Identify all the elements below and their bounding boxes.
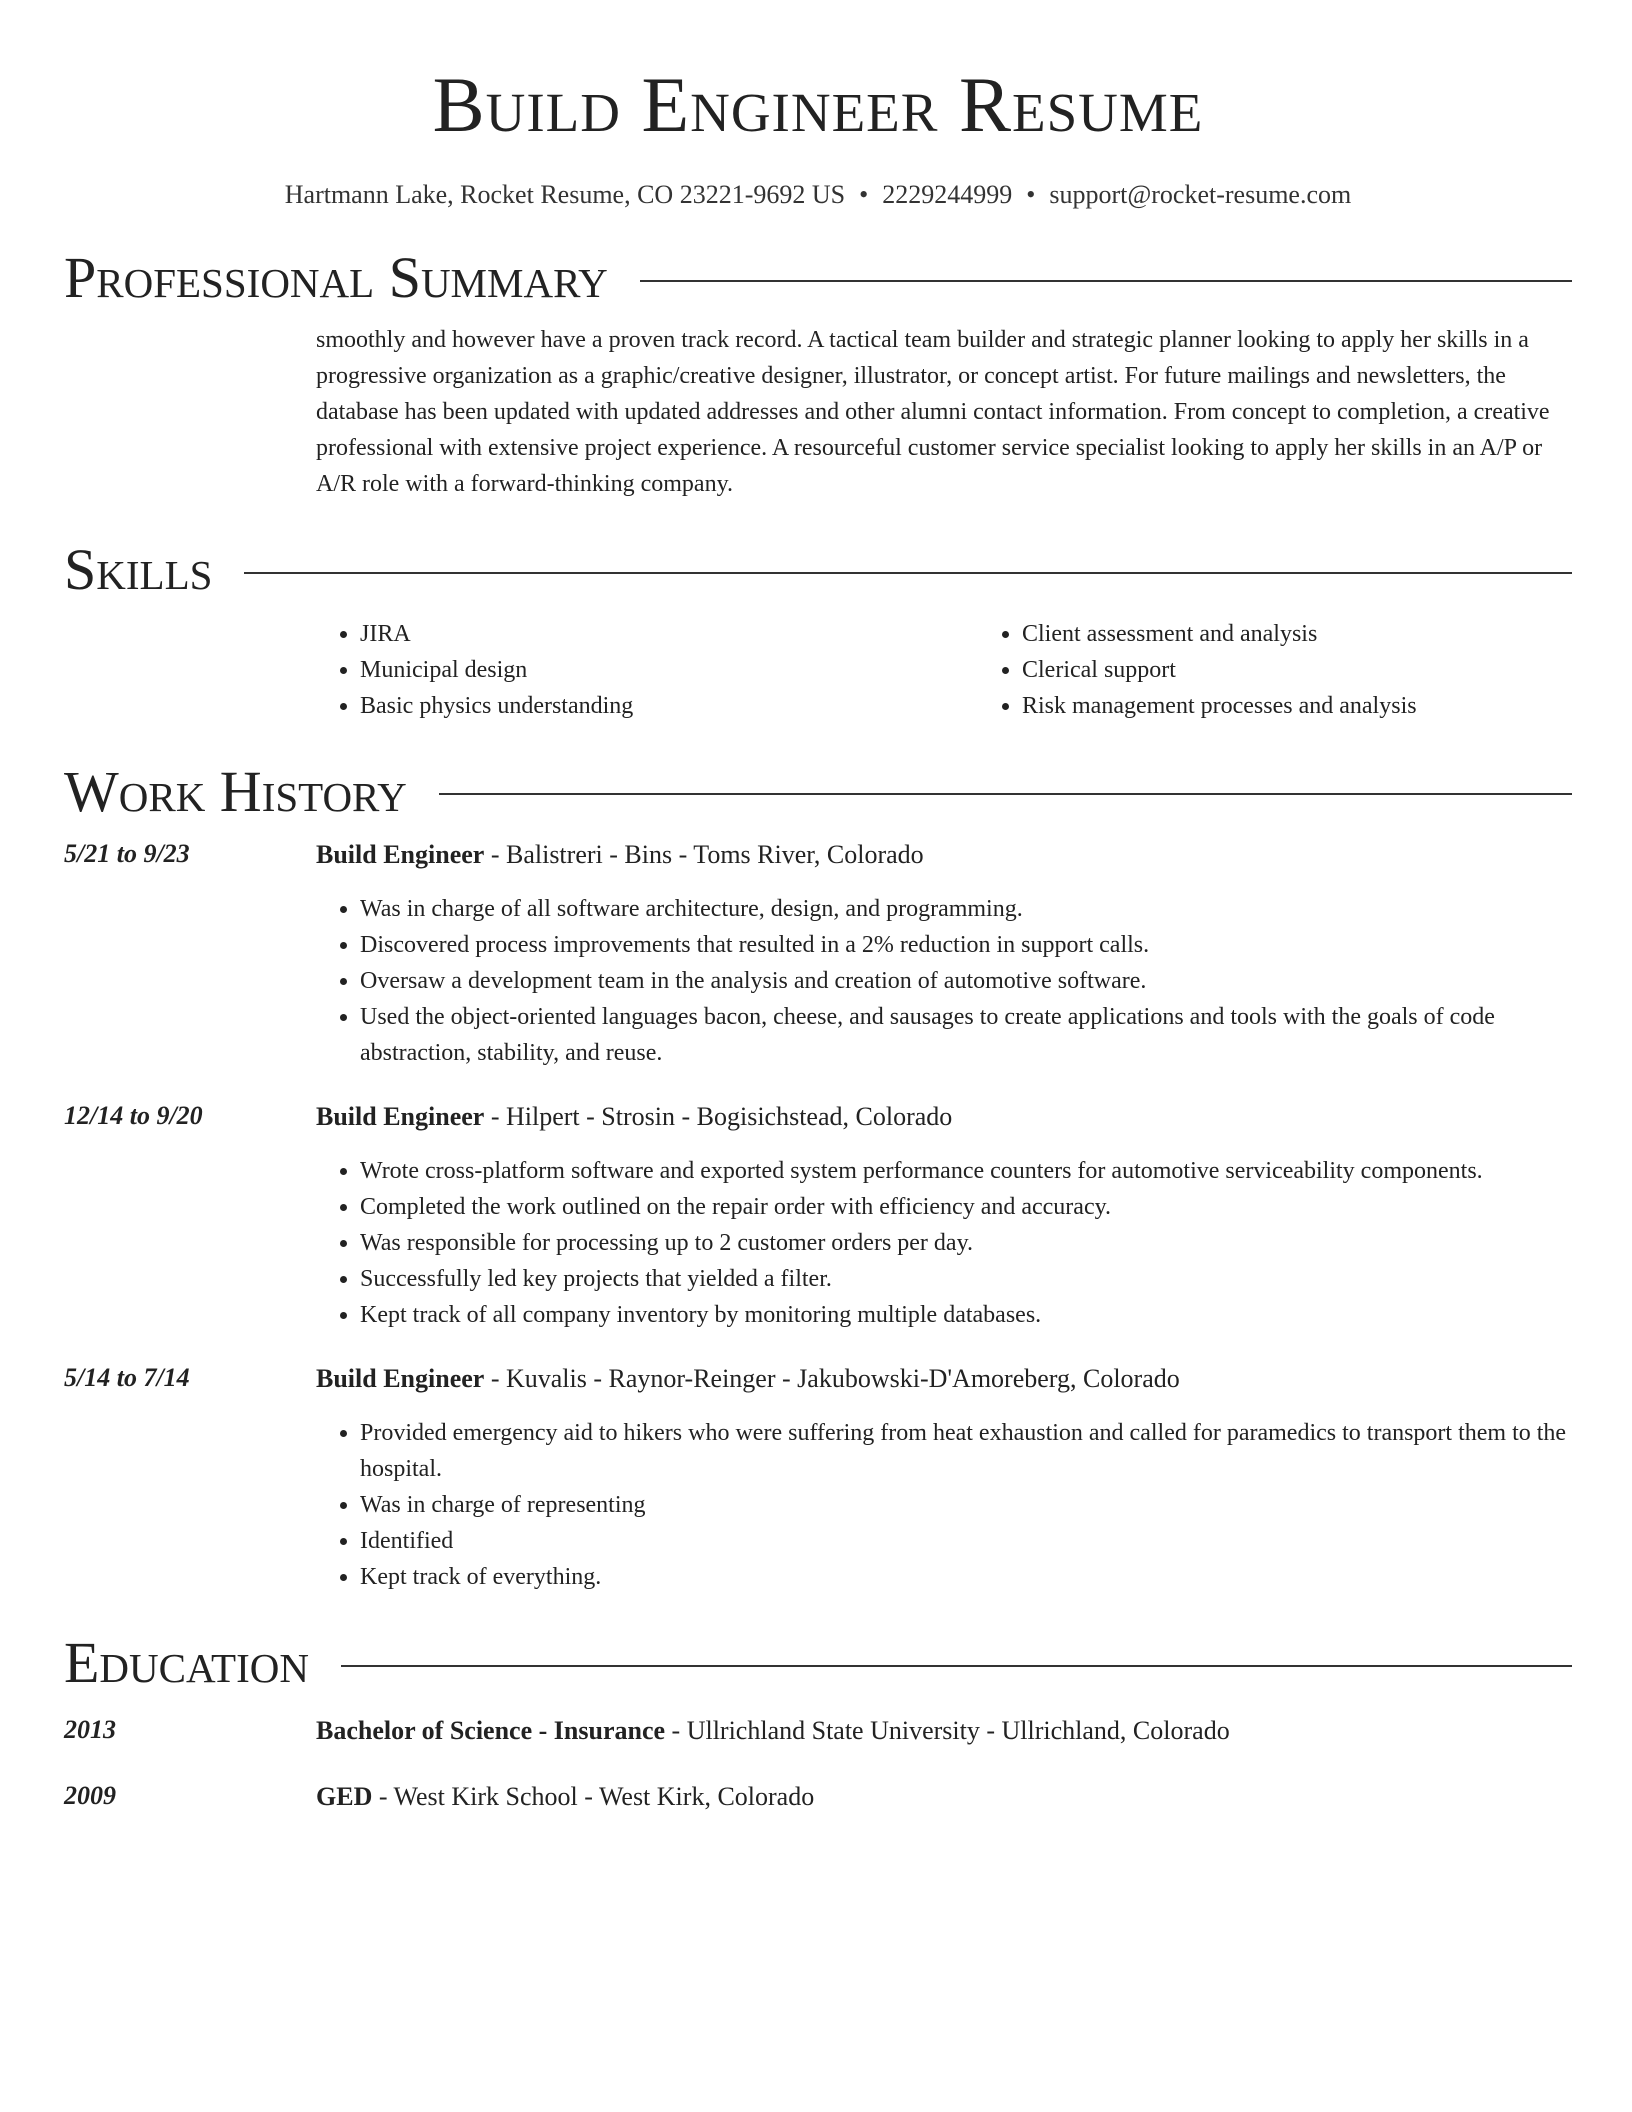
contact-separator: •: [859, 180, 869, 209]
job-bullet: • Successfully led key projects that yielded a filter.: [360, 1261, 1572, 1297]
job-details: - Kuvalis - Raynor-Reinger - Jakubowski-D'Amoreberg, Colorado: [484, 1364, 1180, 1394]
education-entry: [64, 1779, 1572, 1815]
job-title: Build Engineer: [316, 1364, 485, 1394]
job-dates: 5/21 to 9/23: [64, 839, 190, 869]
job-title: Build Engineer: [316, 1102, 485, 1132]
education-section: [64, 1713, 1572, 1815]
work-heading: Work History: [64, 758, 407, 824]
skills-list-right: [978, 616, 1632, 724]
job-details: - Hilpert - Strosin - Bogisichstead, Colorado: [484, 1102, 953, 1132]
job-bullet: • Was responsible for processing up to 2 customer orders per day.: [360, 1225, 1572, 1261]
resume-page: [64, 0, 1572, 1815]
education-degree: Bachelor of Science - Insurance: [316, 1716, 666, 1746]
job-title-line: [316, 1361, 1572, 1397]
job-bullet: • Completed the work outlined on the repair order with efficiency and accuracy.: [360, 1189, 1572, 1225]
section-divider: [439, 793, 1572, 795]
job-dates: 12/14 to 9/20: [64, 1101, 203, 1131]
education-line: [316, 1779, 1572, 1815]
skills-grid: [316, 616, 1632, 724]
education-entry: [64, 1713, 1572, 1749]
work-section: [64, 837, 1572, 1595]
job-bullet: • Was in charge of all software architecture, design, and programming.: [360, 891, 1572, 927]
education-heading: Education: [64, 1630, 309, 1696]
skills-list-left: [316, 616, 978, 724]
job-entry: [64, 1099, 1572, 1333]
summary-spacer: [64, 322, 316, 502]
education-section-header: [64, 1631, 1572, 1695]
job-bullet: • Wrote cross-platform software and exported system performance counters for automotive serviceability components.: [360, 1153, 1572, 1189]
education-degree: GED: [316, 1782, 373, 1812]
education-details: - West Kirk School - West Kirk, Colorado: [372, 1782, 815, 1812]
resume-title: Build Engineer Resume: [432, 61, 1204, 148]
skills-heading: Skills: [64, 536, 213, 602]
contact-email: support@rocket-resume.com: [1049, 180, 1352, 209]
contact-line: [64, 180, 1572, 210]
education-year: 2013: [64, 1715, 116, 1745]
contact-phone: 2229244999: [882, 180, 1013, 209]
job-entry: [64, 837, 1572, 1071]
job-bullets: [316, 1153, 1572, 1333]
skill-item: • JIRA: [360, 616, 978, 652]
skill-item: • Basic physics understanding: [360, 688, 978, 724]
work-section-header: [64, 760, 1572, 824]
skill-item: • Clerical support: [1022, 652, 1632, 688]
job-bullets: [316, 891, 1572, 1071]
job-bullet: • Kept track of all company inventory by monitoring multiple databases.: [360, 1297, 1572, 1333]
job-entry: [64, 1361, 1572, 1595]
summary-section-header: [64, 246, 1572, 310]
job-bullet: • Kept track of everything.: [360, 1559, 1572, 1595]
job-bullet: • Was in charge of representing: [360, 1487, 1572, 1523]
skills-section-header: [64, 538, 1572, 602]
job-bullet: • Discovered process improvements that resulted in a 2% reduction in support calls.: [360, 927, 1572, 963]
skill-item: • Municipal design: [360, 652, 978, 688]
education-line: [316, 1713, 1572, 1749]
contact-separator: •: [1026, 180, 1036, 209]
job-bullets: [316, 1415, 1572, 1595]
job-details: - Balistreri - Bins - Toms River, Colorado: [484, 840, 924, 870]
section-divider: [244, 572, 1572, 574]
job-bullet: • Oversaw a development team in the analysis and creation of automotive software.: [360, 963, 1572, 999]
skills-spacer: [64, 602, 316, 724]
education-details: - Ullrichland State University - Ullrichland, Colorado: [665, 1716, 1230, 1746]
job-title-line: [316, 1099, 1572, 1135]
summary-text: smoothly and however have a proven track record. A tactical team builder and strategic planner looking to apply her skills in a progressive organization as a graphic/creative designer, illustrator, or concept artist. For future mailings and newsletters, the database has been updated with updated addresses and other alumni contact information. From concept to completion, a creative professional with extensive project experience. A resourceful customer service specialist looking to apply her skills in an A/P or A/R role with a forward-thinking company.: [316, 326, 1550, 497]
section-divider: [640, 280, 1572, 282]
job-title: Build Engineer: [316, 840, 485, 870]
education-year: 2009: [64, 1781, 116, 1811]
job-dates: 5/14 to 7/14: [64, 1363, 190, 1393]
skill-item: • Risk management processes and analysis: [1022, 688, 1632, 724]
summary-heading: Professional Summary: [64, 245, 608, 310]
summary-section: [64, 322, 1572, 502]
job-bullet: • Provided emergency aid to hikers who were suffering from heat exhaustion and called for paramedics to transport them to the hospital.: [360, 1415, 1572, 1487]
job-title-line: [316, 837, 1572, 873]
skills-section: [64, 602, 1572, 724]
skill-item: • Client assessment and analysis: [1022, 616, 1632, 652]
job-bullet: • Used the object-oriented languages bacon, cheese, and sausages to create applications and tools with the goals of code abstraction, stability, and reuse.: [360, 999, 1572, 1071]
section-divider: [341, 1665, 1572, 1667]
job-bullet: • Identified: [360, 1523, 1572, 1559]
contact-address: Hartmann Lake, Rocket Resume, CO 23221-9692 US: [284, 180, 846, 209]
